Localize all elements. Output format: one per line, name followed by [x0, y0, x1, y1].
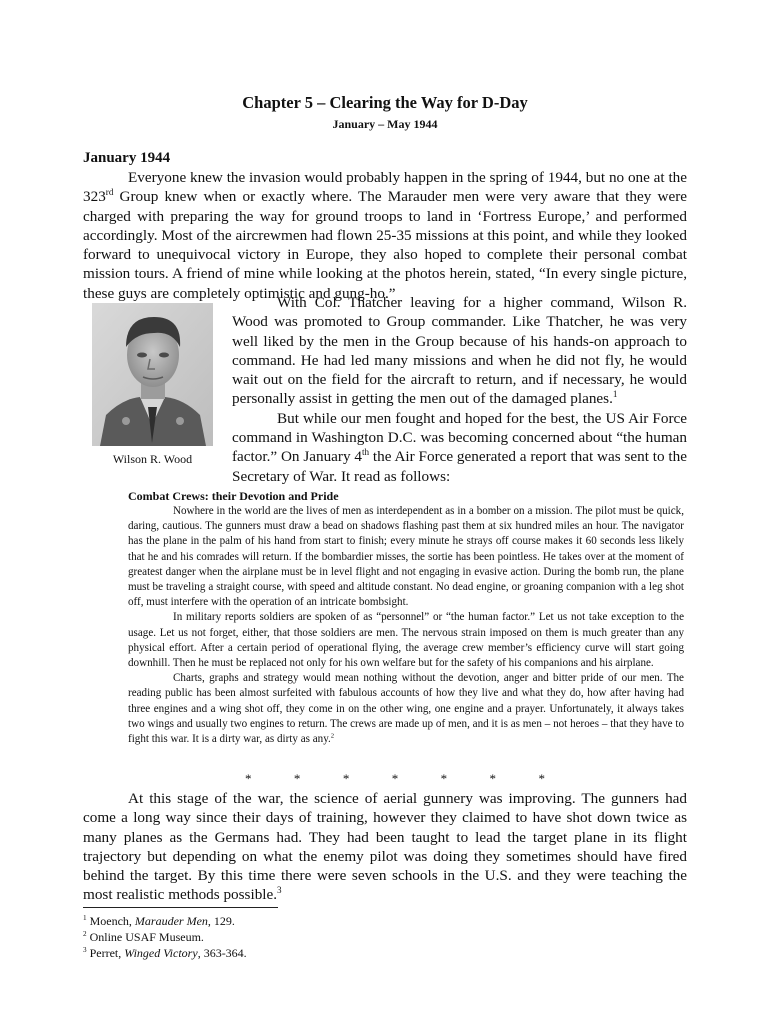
chapter-title: Chapter 5 – Clearing the Way for D-Day [242, 93, 528, 112]
footnote-ref-3: 3 [277, 885, 282, 896]
chapter-subtitle: January – May 1944 [332, 117, 438, 131]
intro-text-part-2: Group knew when or exactly where. The Marauder men were very aware that they were charged with preparing the way for ground troops to land in ‘Fortress Europe,’ and performed accordingly. Most of the aircrewmen had flown 25-35 missions at this point, and while they looked forward to unequivocal victory in Europe, they also hoped to complete their personal combat mission tours. A friend of mine while looking at the photos herein, stated, “In every single picture, these guys are completely optimistic and gung-ho.” [83, 188, 687, 302]
side-column-text [232, 293, 687, 486]
separator-star: * [342, 771, 350, 786]
separator-star: * [538, 771, 545, 786]
quote-heading: Combat Crews: their Devotion and Pride [128, 489, 339, 503]
footnote-text: Online USAF Museum. [86, 930, 204, 944]
paragraph-air-force-report [232, 409, 687, 486]
separator-star: * [245, 771, 252, 786]
footnote-number: 1 [83, 914, 87, 922]
portrait-photo [92, 303, 213, 446]
photo-caption: Wilson R. Wood [112, 452, 193, 466]
separator-star: * [440, 771, 448, 786]
footnote [83, 929, 247, 945]
footnote-ref-2: 2 [330, 732, 335, 740]
section-heading: January 1944 [83, 150, 171, 166]
separator-star: * [489, 771, 497, 786]
paragraph-text-part-1: But while our men fought and hoped for the best, the US Air Force command in Washington D.C. was becoming concerned about “the human factor.” On January 4 [232, 409, 687, 466]
quote-paragraph-3 [128, 671, 684, 747]
footnote-ref-1: 1 [612, 389, 618, 400]
quote-text: Charts, graphs and strategy would mean nothing without the devotion, anger and bitter pride of our men. The reading public has been almost surfeited with fabulous accounts of how they live and what they do, how after having had three engines and a wing shot off, they come in on the other wing, one engine and a prayer. Unfortunately, it always takes two wings and usually two engines to return. The crews are made up of men, and it is as men – not heroes – that they have to fight this war. It is a dirty war, as dirty as any. [128, 672, 684, 746]
paragraph-text-part-2: the Air Force generated a report that was sent to the Secretary of War. It read as follows: [232, 448, 687, 485]
footnote-text: , 363-364. [197, 946, 247, 960]
ordinal-suffix: rd [105, 187, 114, 198]
portrait-image [92, 303, 213, 446]
quote-paragraph-2: In military reports soldiers are spoken of as “personnel” or “the human factor.” Let us not take exception to the usage. Let us not forget, either, that those soldiers are men. The nervous strain imposed on them is much greater than any physical effort. After a certain period of operational flying, the average crew member’s efficiency curve will start going downhill. Then he must be replaced not only for his own welfare but for the safety of his companions and his airplane. [128, 611, 684, 670]
intro-text-part-1: Everyone knew the invasion would probably happen in the spring of 1944, but no one at the 323 [83, 169, 687, 206]
quote-paragraph-1: Nowhere in the world are the lives of men as interdependent as in a bomber on a mission. The pilot must be quick, daring, cautious. The gunners must draw a bead on shadows flashing past them at six hundred miles an hour. The navigator has the plane in the palm of his hand from start to finish; every minute he strays off course makes it 60 seconds less likely that he and his comrades will return. If the bombardier misses, the sortie has been pointless. He takes over at the moment of greatest danger when the airplane must be in level flight and not engaging in evasive action. During the bomb run, the plane must be traveling a straight course, with speed and altitude constant. No dead engine, or groaning companion with a leg shot off, must interfere with the operation of an intricate bombsight. [128, 505, 684, 609]
footnote-number: 3 [83, 946, 87, 954]
footnote-text: Moench, [86, 914, 135, 928]
footnote-title: Winged Victory [124, 946, 198, 960]
footnote-number: 2 [83, 930, 87, 938]
footnote [83, 913, 247, 929]
footnote-title: Marauder Men [134, 914, 208, 928]
paragraph-text: At this stage of the war, the science of aerial gunnery was improving. The gunners had come a long way since their days of training, however they claimed to have shot down twice as many planes as the Germans had. They had been taught to lead the target plane in its flight trajectory but depending on what the enemy pilot was doing they sometimes should have fired behind the target. By this time there were seven schools in the U.S. and they were teaching the most realistic methods possible. [83, 790, 687, 904]
footnotes [83, 913, 247, 961]
paragraph-text: With Col. Thatcher leaving for a higher command, Wilson R. Wood was promoted to Group commander. Like Thatcher, he was very well liked by the men in the Group because of his hands-on approach to command. He had led many missions and when he did not fly, he would wait out on the field for the aircraft to return, and if necessary, he would personally assist in getting the men out of the damaged planes. [232, 294, 687, 408]
footnote [83, 945, 247, 961]
footnote-text: Perret, [86, 946, 125, 960]
block-quote [128, 488, 684, 747]
separator-star: * [391, 771, 399, 786]
footnote-text: , 129. [207, 914, 235, 928]
separator-star: * [293, 771, 301, 786]
section-separator [245, 771, 545, 787]
gunnery-paragraph [83, 789, 687, 905]
intro-paragraph [83, 168, 687, 303]
paragraph-wood-promotion [232, 293, 687, 409]
footnote-divider [83, 907, 278, 908]
ordinal-suffix: th [361, 447, 370, 458]
